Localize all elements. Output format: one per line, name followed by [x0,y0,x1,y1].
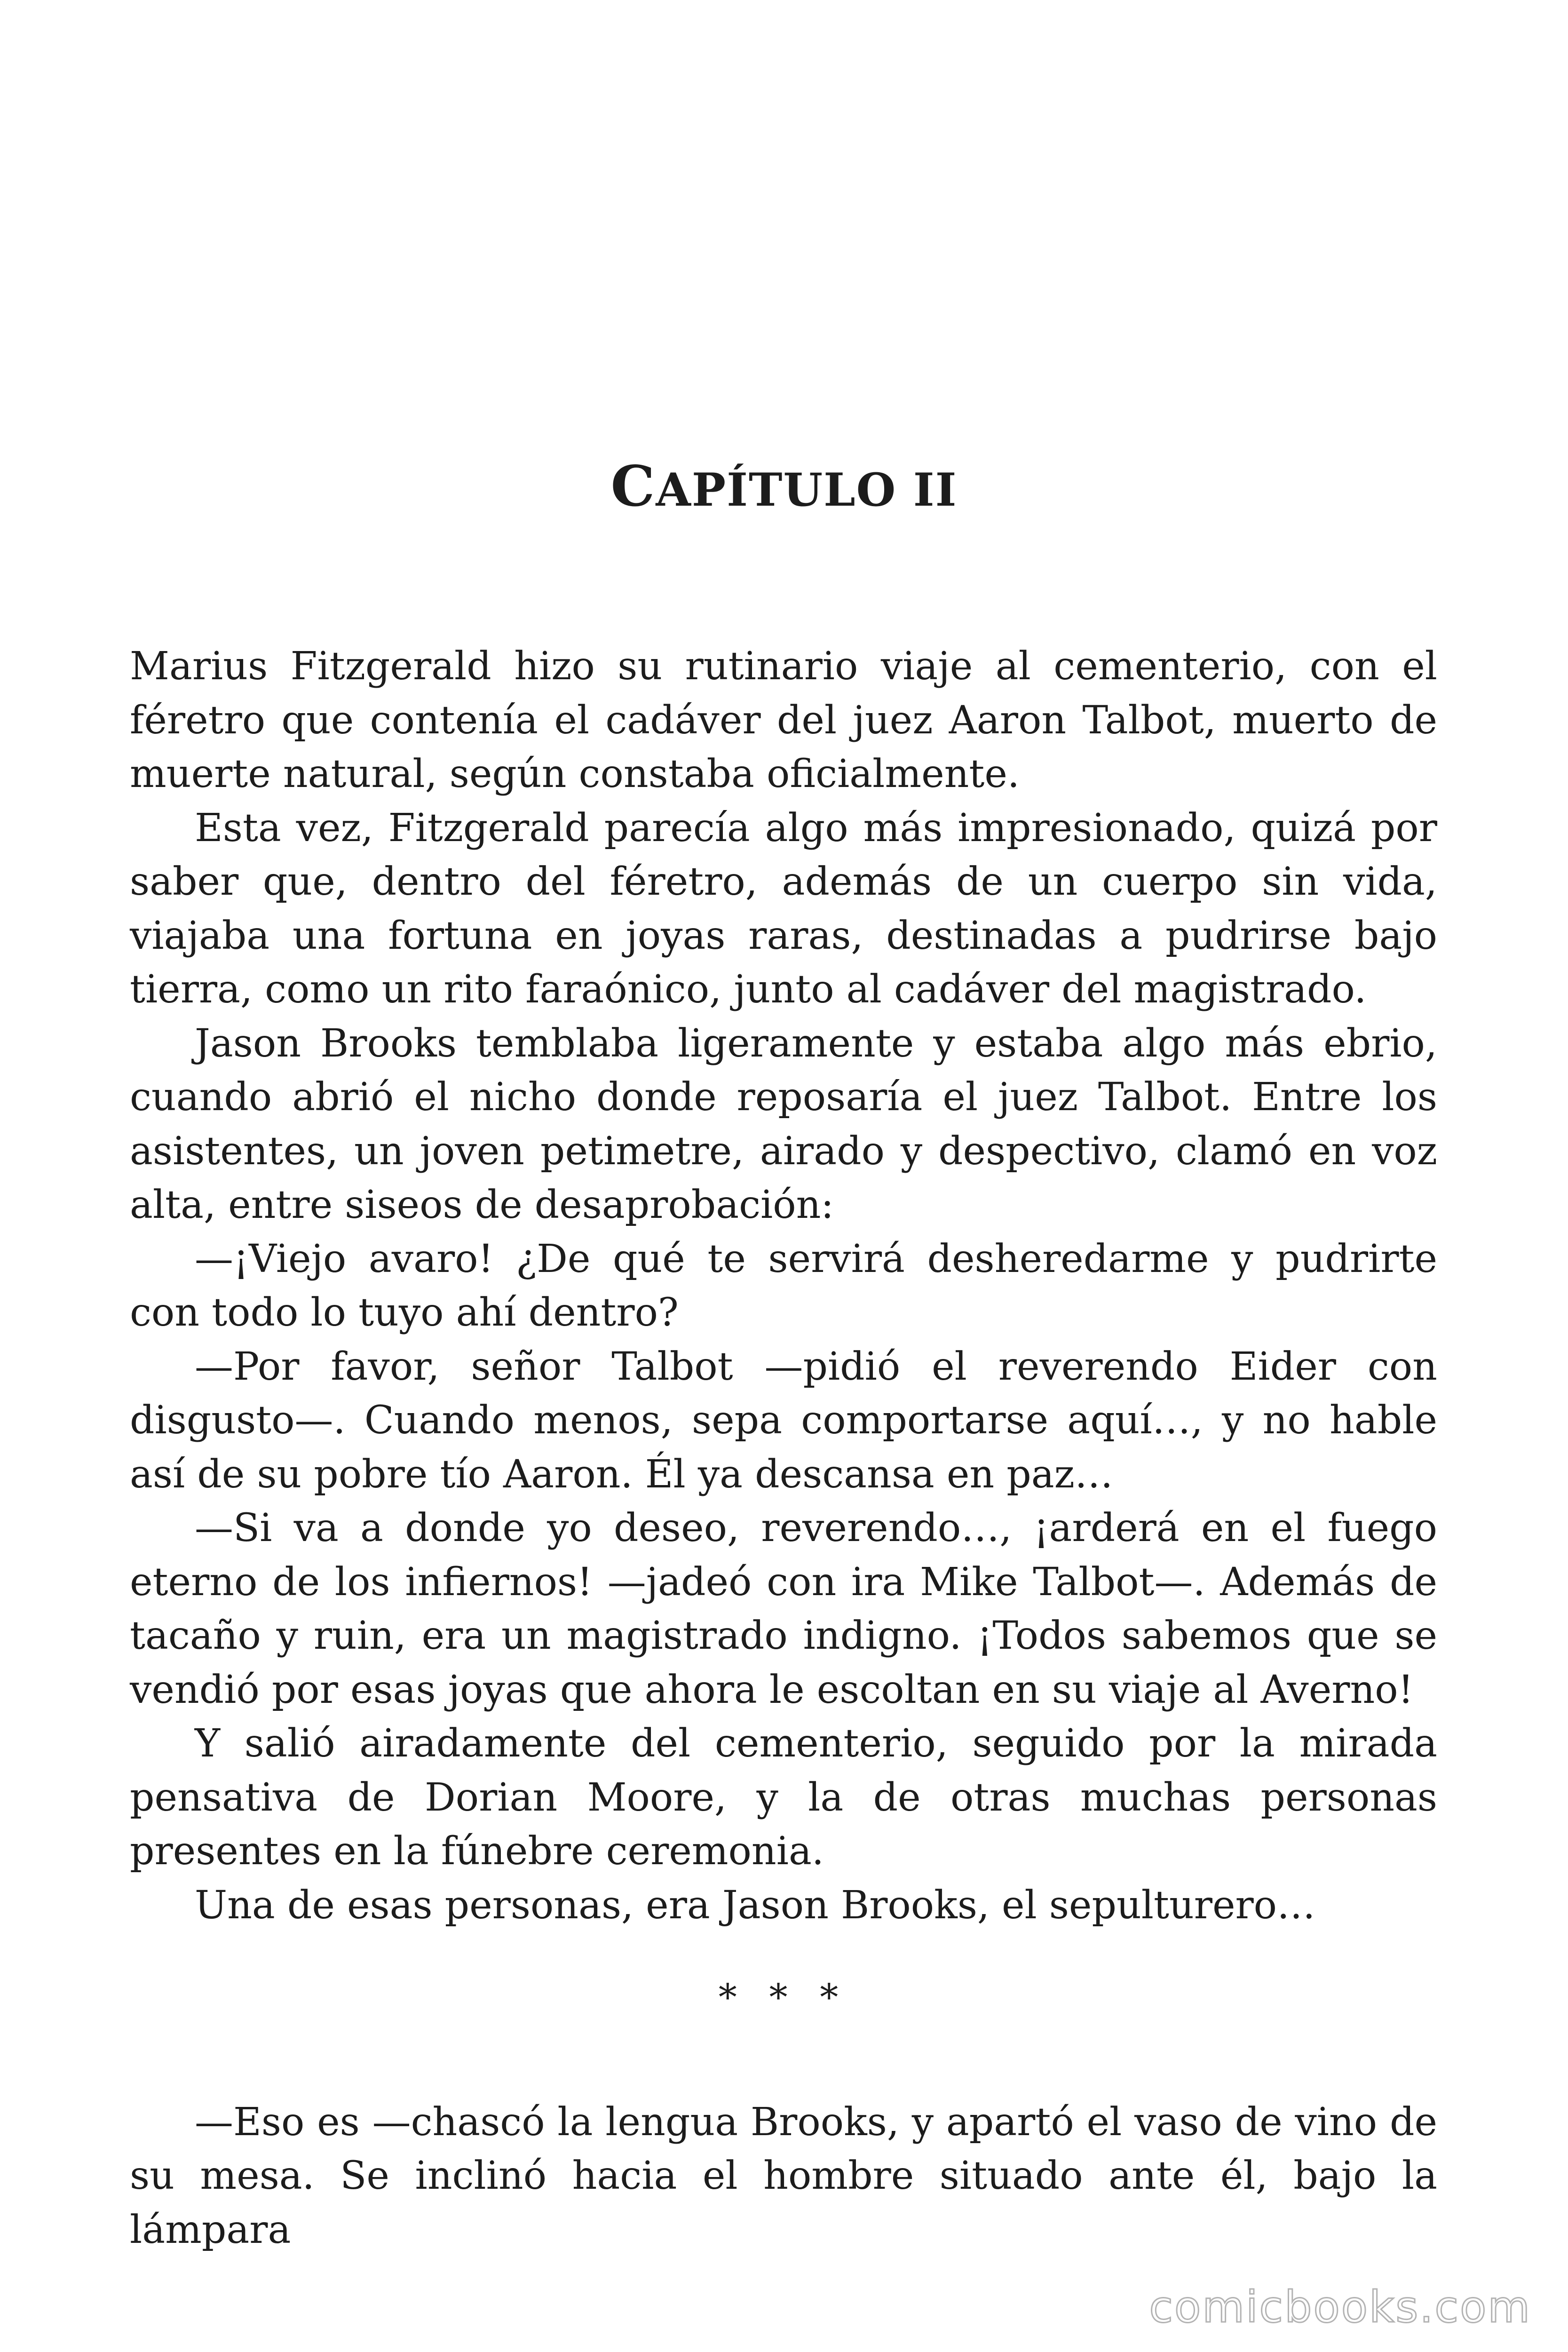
paragraph: Jason Brooks temblaba ligeramente y estaba algo más ebrio, cuando abrió el nicho donde reposaría el juez Talbot. Entre los asistentes, un joven petimetre, airado y despectivo, clamó en voz alta, entre siseos de desaprobación: [130,1021,1437,1227]
dialogue-paragraph: —Eso es —chascó la lengua Brooks, y apartó el vaso de vino de su mesa. Se inclinó hacia el hombre situado ante él, bajo la lámpara [130,2099,1437,2252]
dialogue-paragraph: —Si va a donde yo deseo, reverendo…, ¡arderá en el fuego eterno de los infiernos! —jadeó con ira Mike Talbot—. Además de tacaño y ruin, era un magistrado indigno. ¡Todos sabemos que se vendió por esas joyas que ahora le escoltan en su viaje al Averno! [130,1506,1437,1712]
dialogue-paragraph: —Por favor, señor Talbot —pidió el reverendo Eider con disgusto—. Cuando menos, sepa comportarse aquí…, y no hable así de su pobre tío Aaron. Él ya descansa en paz… [130,1344,1437,1497]
paragraph: Marius Fitzgerald hizo su rutinario viaje al cementerio, con el féretro que contenía el cadáver del juez Aaron Talbot, muerto de muerte natural, según constaba oficialmente. [130,644,1437,796]
chapter-body [130,640,1437,2257]
chapter-title [0,453,1568,519]
paragraph: Una de esas personas, era Jason Brooks, el sepulturero… [195,1883,1316,1928]
chapter-title-rest: APÍTULO II [656,463,958,516]
dialogue-paragraph: —¡Viejo avaro! ¿De qué te servirá desheredarme y pudrirte con todo lo tuyo ahí dentro? [130,1236,1437,1335]
paragraph: Esta vez, Fitzgerald parecía algo más impresionado, quizá por saber que, dentro del féretro, además de un cuerpo sin vida, viajaba una fortuna en joyas raras, destinadas a pudrirse bajo tierra, como un rito faraónico, junto al cadáver del magistrado. [130,805,1437,1012]
chapter-title-initial: C [610,453,656,519]
paragraph: Y salió airadamente del cementerio, seguido por la mirada pensativa de Dorian Moore, y la de otras muchas personas presentes en la fúnebre ceremonia. [130,1721,1437,1874]
watermark-logo: comicbooks.com [1149,2282,1531,2332]
scene-separator: * * * [718,1977,849,2019]
